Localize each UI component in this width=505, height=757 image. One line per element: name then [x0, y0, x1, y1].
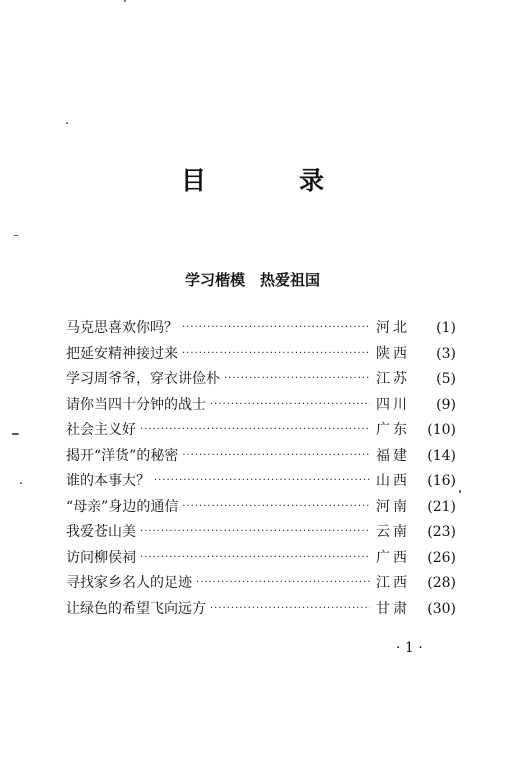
dot-leader: [210, 392, 370, 418]
toc-entry-page: (5): [436, 371, 456, 387]
toc-entry-region: 江西: [376, 575, 410, 591]
scan-speck: [12, 433, 19, 435]
scan-speck: [14, 235, 18, 236]
dot-leader: [140, 519, 370, 545]
scan-speck: [459, 490, 461, 493]
toc-entry-region: 四川: [376, 396, 410, 413]
toc-entry-title: 马克思喜欢你吗？: [66, 320, 178, 336]
toc-entry-title: 寻找家乡名人的足迹: [66, 575, 192, 591]
toc-entry-page: (30): [427, 600, 456, 617]
toc-entry-title: 社会主义好: [66, 422, 136, 438]
toc-entry-region: 山西: [376, 473, 410, 489]
toc-entry: [66, 520, 456, 546]
toc-entry-title: 谁的本事大？: [66, 473, 150, 489]
toc-entry-region: 云南: [376, 524, 410, 540]
toc-entry-region: 陕西: [376, 345, 410, 362]
toc-entry-title: 请你当四十分钟的战士: [66, 396, 206, 413]
page-number: · 1 ·: [396, 640, 423, 656]
toc-entry-title: 学习周爷爷，穿衣讲俭朴: [66, 371, 220, 387]
toc-entry-page: (16): [427, 473, 456, 489]
section-title: 学习楷模 热爱祖国: [184, 271, 320, 289]
toc-entry: [66, 546, 456, 572]
toc-entry-page: (23): [427, 524, 456, 540]
toc-entry-title: 揭开“洋货”的秘密: [66, 447, 179, 464]
toc-entry: [66, 444, 456, 470]
dot-leader: [182, 315, 370, 341]
dot-leader: [182, 443, 370, 469]
table-of-contents: [66, 316, 456, 622]
toc-entry-region: 江苏: [376, 371, 410, 387]
dot-leader: [140, 545, 370, 571]
toc-entry-region: 甘肃: [376, 600, 410, 617]
toc-entry-title: “母亲”身边的通信: [66, 498, 179, 515]
dot-leader: [182, 494, 370, 520]
toc-entry-region: 福建: [376, 447, 410, 464]
dot-leader: [140, 417, 370, 443]
toc-entry-region: 河北: [376, 320, 410, 336]
toc-entry: [66, 316, 456, 342]
toc-entry: [66, 342, 456, 368]
dot-leader: [224, 366, 370, 392]
dot-leader: [210, 596, 370, 622]
toc-entry-region: 广西: [376, 549, 410, 566]
dot-leader: [196, 570, 370, 596]
toc-entry-page: (9): [436, 396, 456, 413]
toc-entry-title: 访问柳侯祠: [66, 549, 136, 566]
toc-entry: [66, 597, 456, 623]
toc-entry: [66, 495, 456, 521]
toc-entry-page: (26): [427, 549, 456, 566]
toc-entry-page: (10): [427, 422, 456, 438]
toc-entry: [66, 418, 456, 444]
toc-entry-title: 让绿色的希望飞向远方: [66, 600, 206, 617]
toc-entry-page: (28): [427, 575, 456, 591]
dot-leader: [154, 468, 370, 494]
scan-speck: [66, 122, 68, 124]
toc-entry-page: (1): [436, 320, 456, 336]
toc-entry: [66, 469, 456, 495]
scan-speck: [124, 0, 126, 2]
toc-entry-title: 把延安精神接过来: [66, 345, 178, 362]
toc-entry-region: 广东: [376, 422, 410, 438]
toc-entry-page: (21): [427, 498, 456, 515]
toc-entry-title: 我爱苍山美: [66, 524, 136, 540]
toc-entry: [66, 393, 456, 419]
toc-entry: [66, 571, 456, 597]
scan-speck: [20, 482, 22, 484]
toc-entry-page: (3): [436, 345, 456, 362]
page-title: 目 录: [180, 166, 358, 195]
toc-entry: [66, 367, 456, 393]
dot-leader: [182, 341, 370, 367]
toc-entry-region: 河南: [376, 498, 410, 515]
toc-entry-page: (14): [427, 447, 456, 464]
